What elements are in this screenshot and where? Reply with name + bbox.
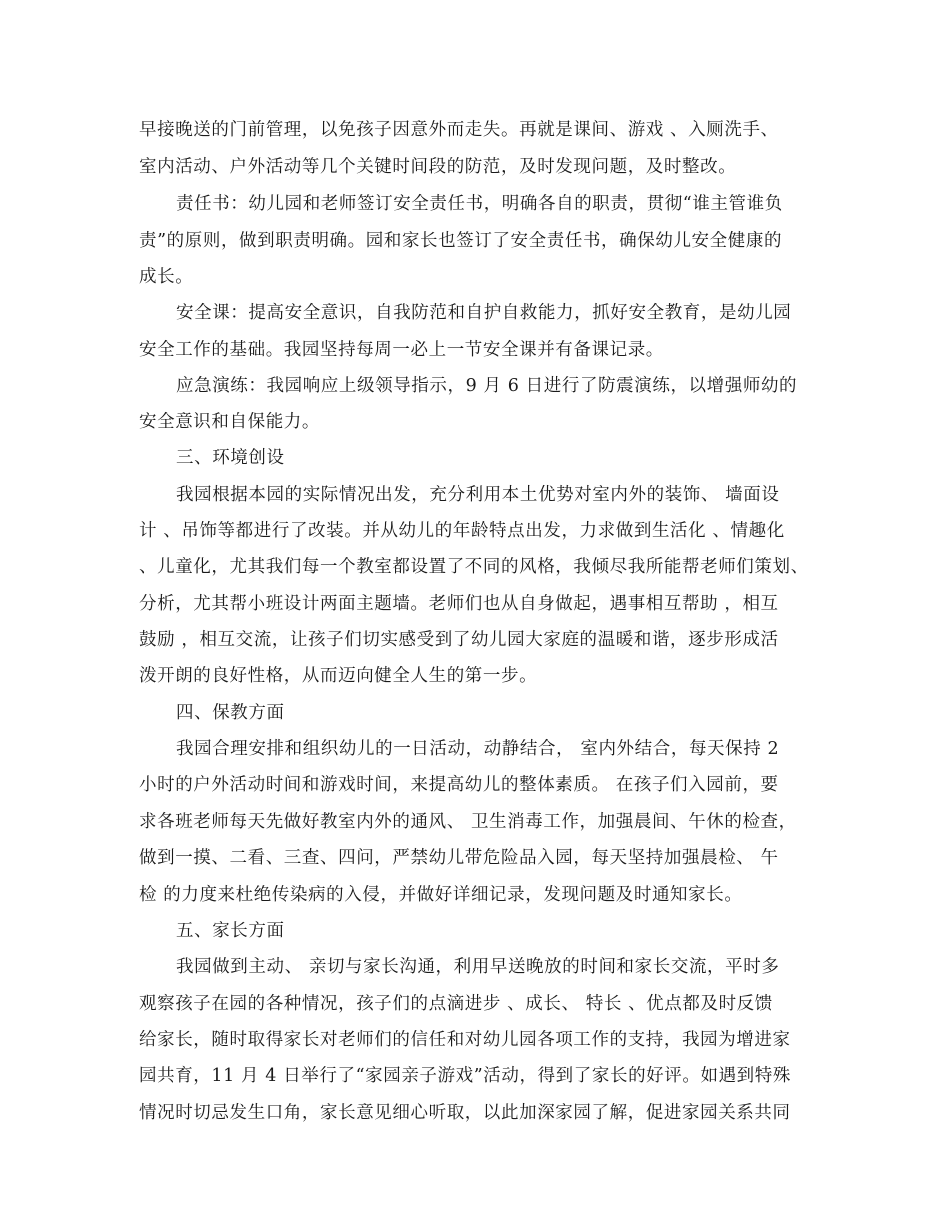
text-line: 做到一摸、二看、三查、四问，严禁幼儿带危险品入园，每天坚持加强晨检、 午 bbox=[139, 848, 779, 868]
paragraph-start-line: 我园根据本园的实际情况出发，充分利用本土优势对室内外的装饰、 墙面设 bbox=[176, 485, 780, 505]
text-line: 观察孩子在园的各种情况，孩子们的点滴进步 、成长、 特长 、优点都及时反馈 bbox=[139, 994, 773, 1014]
text-line: 泼开朗的良好性格，从而迈向健全人生的第一步。 bbox=[139, 666, 538, 686]
text-line: 、儿童化，尤其我们每一个教室都设置了不同的风格，我倾尽我所能帮老师们策划、 bbox=[139, 557, 809, 577]
text-line: 小时的户外活动时间和游戏时间，来提高幼儿的整体素质。 在孩子们入园前，要 bbox=[139, 775, 779, 795]
text-line: 鼓励 ，相互交流，让孩子们切实感受到了幼儿园大家庭的温暖和谐，逐步形成活 bbox=[139, 630, 779, 650]
paragraph-start-line: 责任书：幼儿园和老师签订安全责任书，明确各自的职责，贯彻“谁主管谁负 bbox=[176, 194, 783, 214]
paragraph-start-line: 我园做到主动、 亲切与家长沟通，利用早送晚放的时间和家长交流，平时多 bbox=[176, 957, 780, 977]
section-heading: 四、保教方面 bbox=[176, 703, 285, 723]
text-line: 检 的力度来杜绝传染病的入侵，并做好详细记录，发现问题及时通知家长。 bbox=[139, 885, 743, 905]
text-line: 计 、吊饰等都进行了改装。并从幼儿的年龄特点出发，力求做到生活化 、情趣化 bbox=[139, 521, 785, 541]
text-line: 给家长，随时取得家长对老师们的信任和对幼儿园各项工作的支持，我园为增进家 bbox=[139, 1030, 791, 1050]
text-line: 分析，尤其帮小班设计两面主题墙。老师们也从自身做起，遇事相互帮助 ，相互 bbox=[139, 594, 779, 614]
text-line: 责”的原则，做到职责明确。园和家长也签订了安全责任书，确保幼儿安全健康的 bbox=[139, 231, 783, 251]
text-line: 园共育，11 月 4 日举行了“家园亲子游戏”活动，得到了家长的好评。如遇到特殊 bbox=[139, 1066, 791, 1086]
paragraph-start-line: 我园合理安排和组织幼儿的一日活动，动静结合， 室内外结合，每天保持 2 bbox=[176, 739, 780, 759]
paragraph-start-line: 应急演练：我园响应上级领导指示，9 月 6 日进行了防震演练，以增强师幼的 bbox=[176, 376, 798, 396]
section-heading: 五、家长方面 bbox=[176, 921, 285, 941]
text-line: 室内活动、户外活动等几个关键时间段的防范，及时发现问题，及时整改。 bbox=[139, 157, 737, 177]
text-line: 情况时切忌发生口角，家长意见细心听取，以此加深家园了解，促进家园关系共同 bbox=[139, 1103, 791, 1123]
text-line: 求各班老师每天先做好教室内外的通风、 卫生消毒工作，加强晨间、午休的检查， bbox=[139, 812, 797, 832]
text-line: 早接晚送的门前管理，以免孩子因意外而走失。再就是课间、游戏 、入厕洗手、 bbox=[139, 120, 779, 140]
text-line: 安全意识和自保能力。 bbox=[139, 412, 320, 432]
text-line: 成长。 bbox=[139, 267, 194, 287]
text-line: 安全工作的基础。我园坚持每周一必上一节安全课并有备课记录。 bbox=[139, 340, 664, 360]
section-heading: 三、环境创设 bbox=[176, 448, 285, 468]
paragraph-start-line: 安全课：提高安全意识，自我防范和自护自救能力，抓好安全教育，是幼儿园 bbox=[176, 303, 792, 323]
